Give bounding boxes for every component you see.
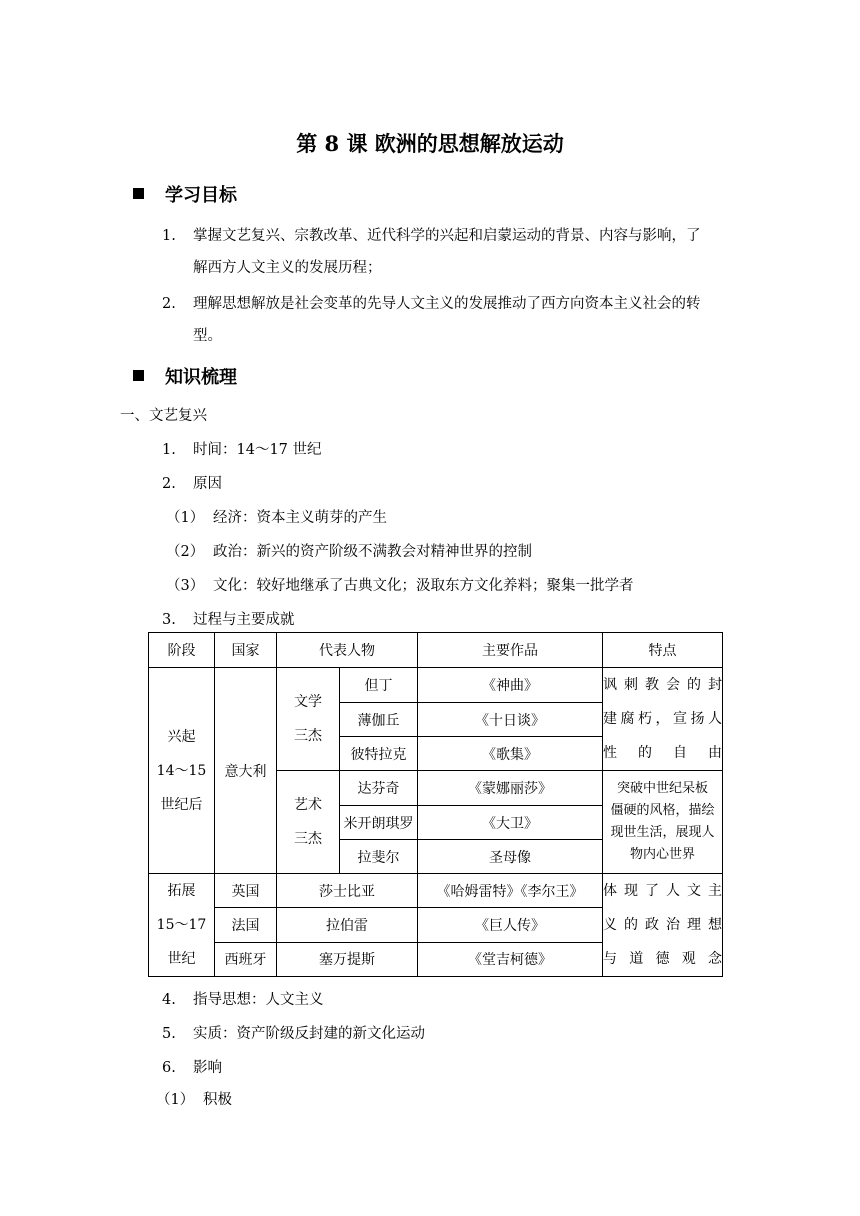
section-heading-knowledge [133,363,237,389]
person-cell: 彼特拉克 [340,737,418,771]
stage-cell-expand [149,874,215,977]
goal-item-1-cont: 解西方人文主义的发展历程； [193,260,382,276]
sub-num: （2） [166,544,205,560]
knowledge-heading-text: 知识梳理 [165,367,237,388]
header-cell: 代表人物 [277,633,418,668]
item-num: 5. [162,1026,176,1042]
work-cell: 《哈姆雷特》《李尔王》 [418,874,603,908]
work-cell: 《蒙娜丽莎》 [418,771,603,806]
square-bullet-icon [133,188,144,199]
sub-num: （1） [156,1092,195,1108]
feature-line: 现世生活，展现人 [610,825,715,840]
item-num: 6. [162,1060,176,1076]
table-row [149,874,723,908]
stage-line: 兴起 [167,728,196,745]
square-bullet-icon [133,370,144,381]
guide-item [162,988,324,1009]
feature-line: 性的自由 [603,745,722,761]
work-cell: 《堂吉柯德》 [418,942,603,976]
person-cell: 莎士比亚 [277,874,418,908]
item-text: 指导思想：人文主义 [193,992,324,1008]
header-cell: 国家 [215,633,277,668]
goals-heading-text: 学习目标 [165,185,237,206]
sub-text: 政治：新兴的资产阶级不满教会对精神世界的控制 [213,544,532,560]
item-num: 3. [162,612,176,628]
item-text: 实质：资产阶级反封建的新文化运动 [193,1026,425,1042]
feature-line: 体现了人文主 [603,883,722,899]
work-cell: 《神曲》 [418,668,603,703]
item-num: 1. [162,442,176,458]
group-cell-literature [277,668,340,771]
stage-line: 世纪后 [160,796,203,813]
person-cell: 塞万提斯 [277,942,418,976]
country-cell: 法国 [215,908,277,942]
table-header-row [149,633,723,668]
positive-sub-item [156,1088,232,1109]
feature-cell-art [603,771,723,874]
person-cell: 米开朗琪罗 [340,806,418,840]
feature-line: 物内心世界 [629,847,695,862]
group-line: 三杰 [294,831,322,847]
person-cell: 薄伽丘 [340,703,418,737]
goal-item-2-cont: 型。 [193,328,222,344]
time-item [162,438,322,459]
cause-sub-item [166,574,634,595]
page-title: 第 8 课 欧洲的思想解放运动 [296,131,564,156]
stage-line: 14～15 [156,762,207,779]
stage-line: 世纪 [167,951,196,967]
item-text: 过程与主要成就 [193,612,295,628]
header-cell: 特点 [603,633,723,668]
item-text: 时间：14～17 世纪 [193,442,322,458]
sub-num: （1） [166,510,205,526]
country-cell: 英国 [215,874,277,908]
section-heading-goals [133,181,237,207]
stage-line: 拓展 [167,883,196,899]
person-cell: 拉斐尔 [340,840,418,874]
feature-line: 僵硬的风格，描绘 [610,803,715,818]
group-cell-art [277,771,340,874]
sub-text: 经济：资本主义萌芽的产生 [213,510,387,526]
subsection-heading-renaissance: 一、文艺复兴 [120,408,207,424]
item-text: 原因 [193,476,222,492]
group-line: 三杰 [294,728,322,744]
goal-item-1 [162,224,701,245]
stage-cell-rise [149,668,215,874]
cause-sub-item [166,506,387,527]
sub-text: 文化：较好地继承了古典文化；汲取东方文化养料；聚集一批学者 [213,578,634,594]
work-cell: 《十日谈》 [418,703,603,737]
person-cell: 达芬奇 [340,771,418,806]
header-cell: 主要作品 [418,633,603,668]
feature-cell-expand [603,874,723,977]
work-cell: 《大卫》 [418,806,603,840]
table-row [149,668,723,703]
feature-line: 突破中世纪呆板 [616,781,708,796]
stage-line: 15～17 [156,917,207,933]
essence-item [162,1022,425,1043]
sub-num: （3） [166,578,205,594]
goal-item-2 [162,292,701,313]
sub-text: 积极 [203,1092,232,1108]
country-cell: 意大利 [215,668,277,874]
country-cell: 西班牙 [215,942,277,976]
goal-num: 1. [162,228,176,244]
work-cell: 《巨人传》 [418,908,603,942]
process-item [162,608,295,629]
achievements-table [148,632,723,977]
person-cell: 拉伯雷 [277,908,418,942]
group-line: 艺术 [294,797,322,813]
group-line: 文学 [294,694,322,710]
feature-line: 建腐朽，宣扬人 [603,711,722,727]
header-cell: 阶段 [149,633,215,668]
goal-num: 2. [162,296,176,312]
work-cell: 圣母像 [418,840,603,874]
person-cell: 但丁 [340,668,418,703]
goal-text: 理解思想解放是社会变革的先导人文主义的发展推动了西方向资本主义社会的转 [193,296,701,312]
item-num: 2. [162,476,176,492]
cause-item [162,472,222,493]
cause-sub-item [166,540,532,561]
goal-text: 掌握文艺复兴、宗教改革、近代科学的兴起和启蒙运动的背景、内容与影响，了 [193,228,701,244]
feature-cell-literature [603,668,723,771]
work-cell: 《歌集》 [418,737,603,771]
feature-line: 义的政治理想 [603,917,722,933]
item-num: 4. [162,992,176,1008]
feature-line: 讽刺教会的封 [603,677,722,693]
influence-item [162,1056,222,1077]
item-text: 影响 [193,1060,222,1076]
feature-line: 与道德观念 [603,951,722,967]
